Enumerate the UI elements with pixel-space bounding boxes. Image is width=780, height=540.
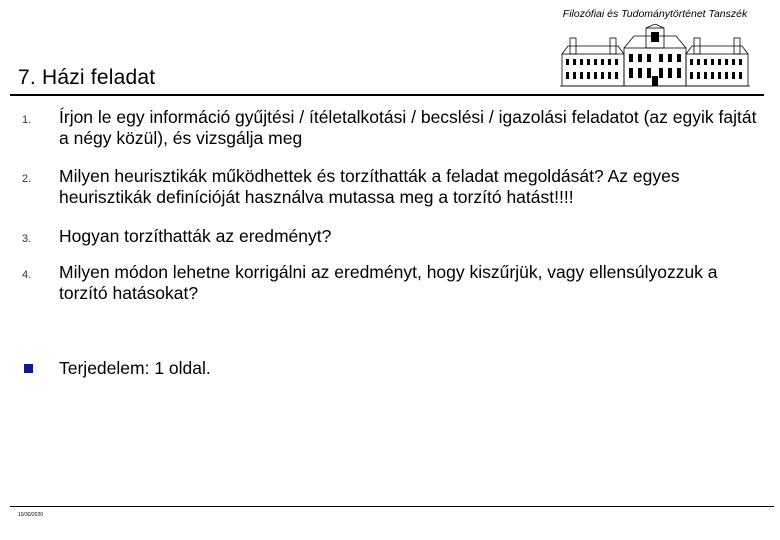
footer-divider	[10, 506, 774, 507]
square-bullet-icon	[24, 364, 33, 373]
title-divider	[10, 94, 764, 96]
item-text: Milyen heurisztikák működhettek és torzíthatták a feladat megoldását? Az egyes heurisztikák definícióját használva mutassa meg a torzító hatást!!!!	[59, 166, 680, 207]
building-logo-icon	[558, 24, 752, 90]
logo-caption: Filozófiai és Tudománytörténet Tanszék	[562, 8, 748, 20]
item-number: 3.	[22, 233, 32, 245]
item-text: Hogyan torzíthatták az eredményt?	[59, 226, 332, 246]
item-text: Milyen módon lehetne korrigálni az eredményt, hogy kiszűrjük, vagy ellensúlyozzuk a torzító hatásokat?	[59, 262, 718, 303]
item-text: Terjedelem: 1 oldal.	[59, 358, 211, 378]
department-logo	[558, 8, 752, 90]
item-number: 1.	[22, 114, 32, 126]
item-number: 4.	[22, 269, 32, 281]
footer-date: 10/30/2020	[18, 512, 44, 518]
item-text: Írjon le egy információ gyűjtési / ítéletalkotási / becslési / igazolási feladatot (az egyik fajtát a négy közül), és vizsgálja meg	[59, 107, 757, 148]
page-title: 7. Házi feladat	[18, 66, 156, 89]
item-number: 2.	[22, 173, 32, 185]
